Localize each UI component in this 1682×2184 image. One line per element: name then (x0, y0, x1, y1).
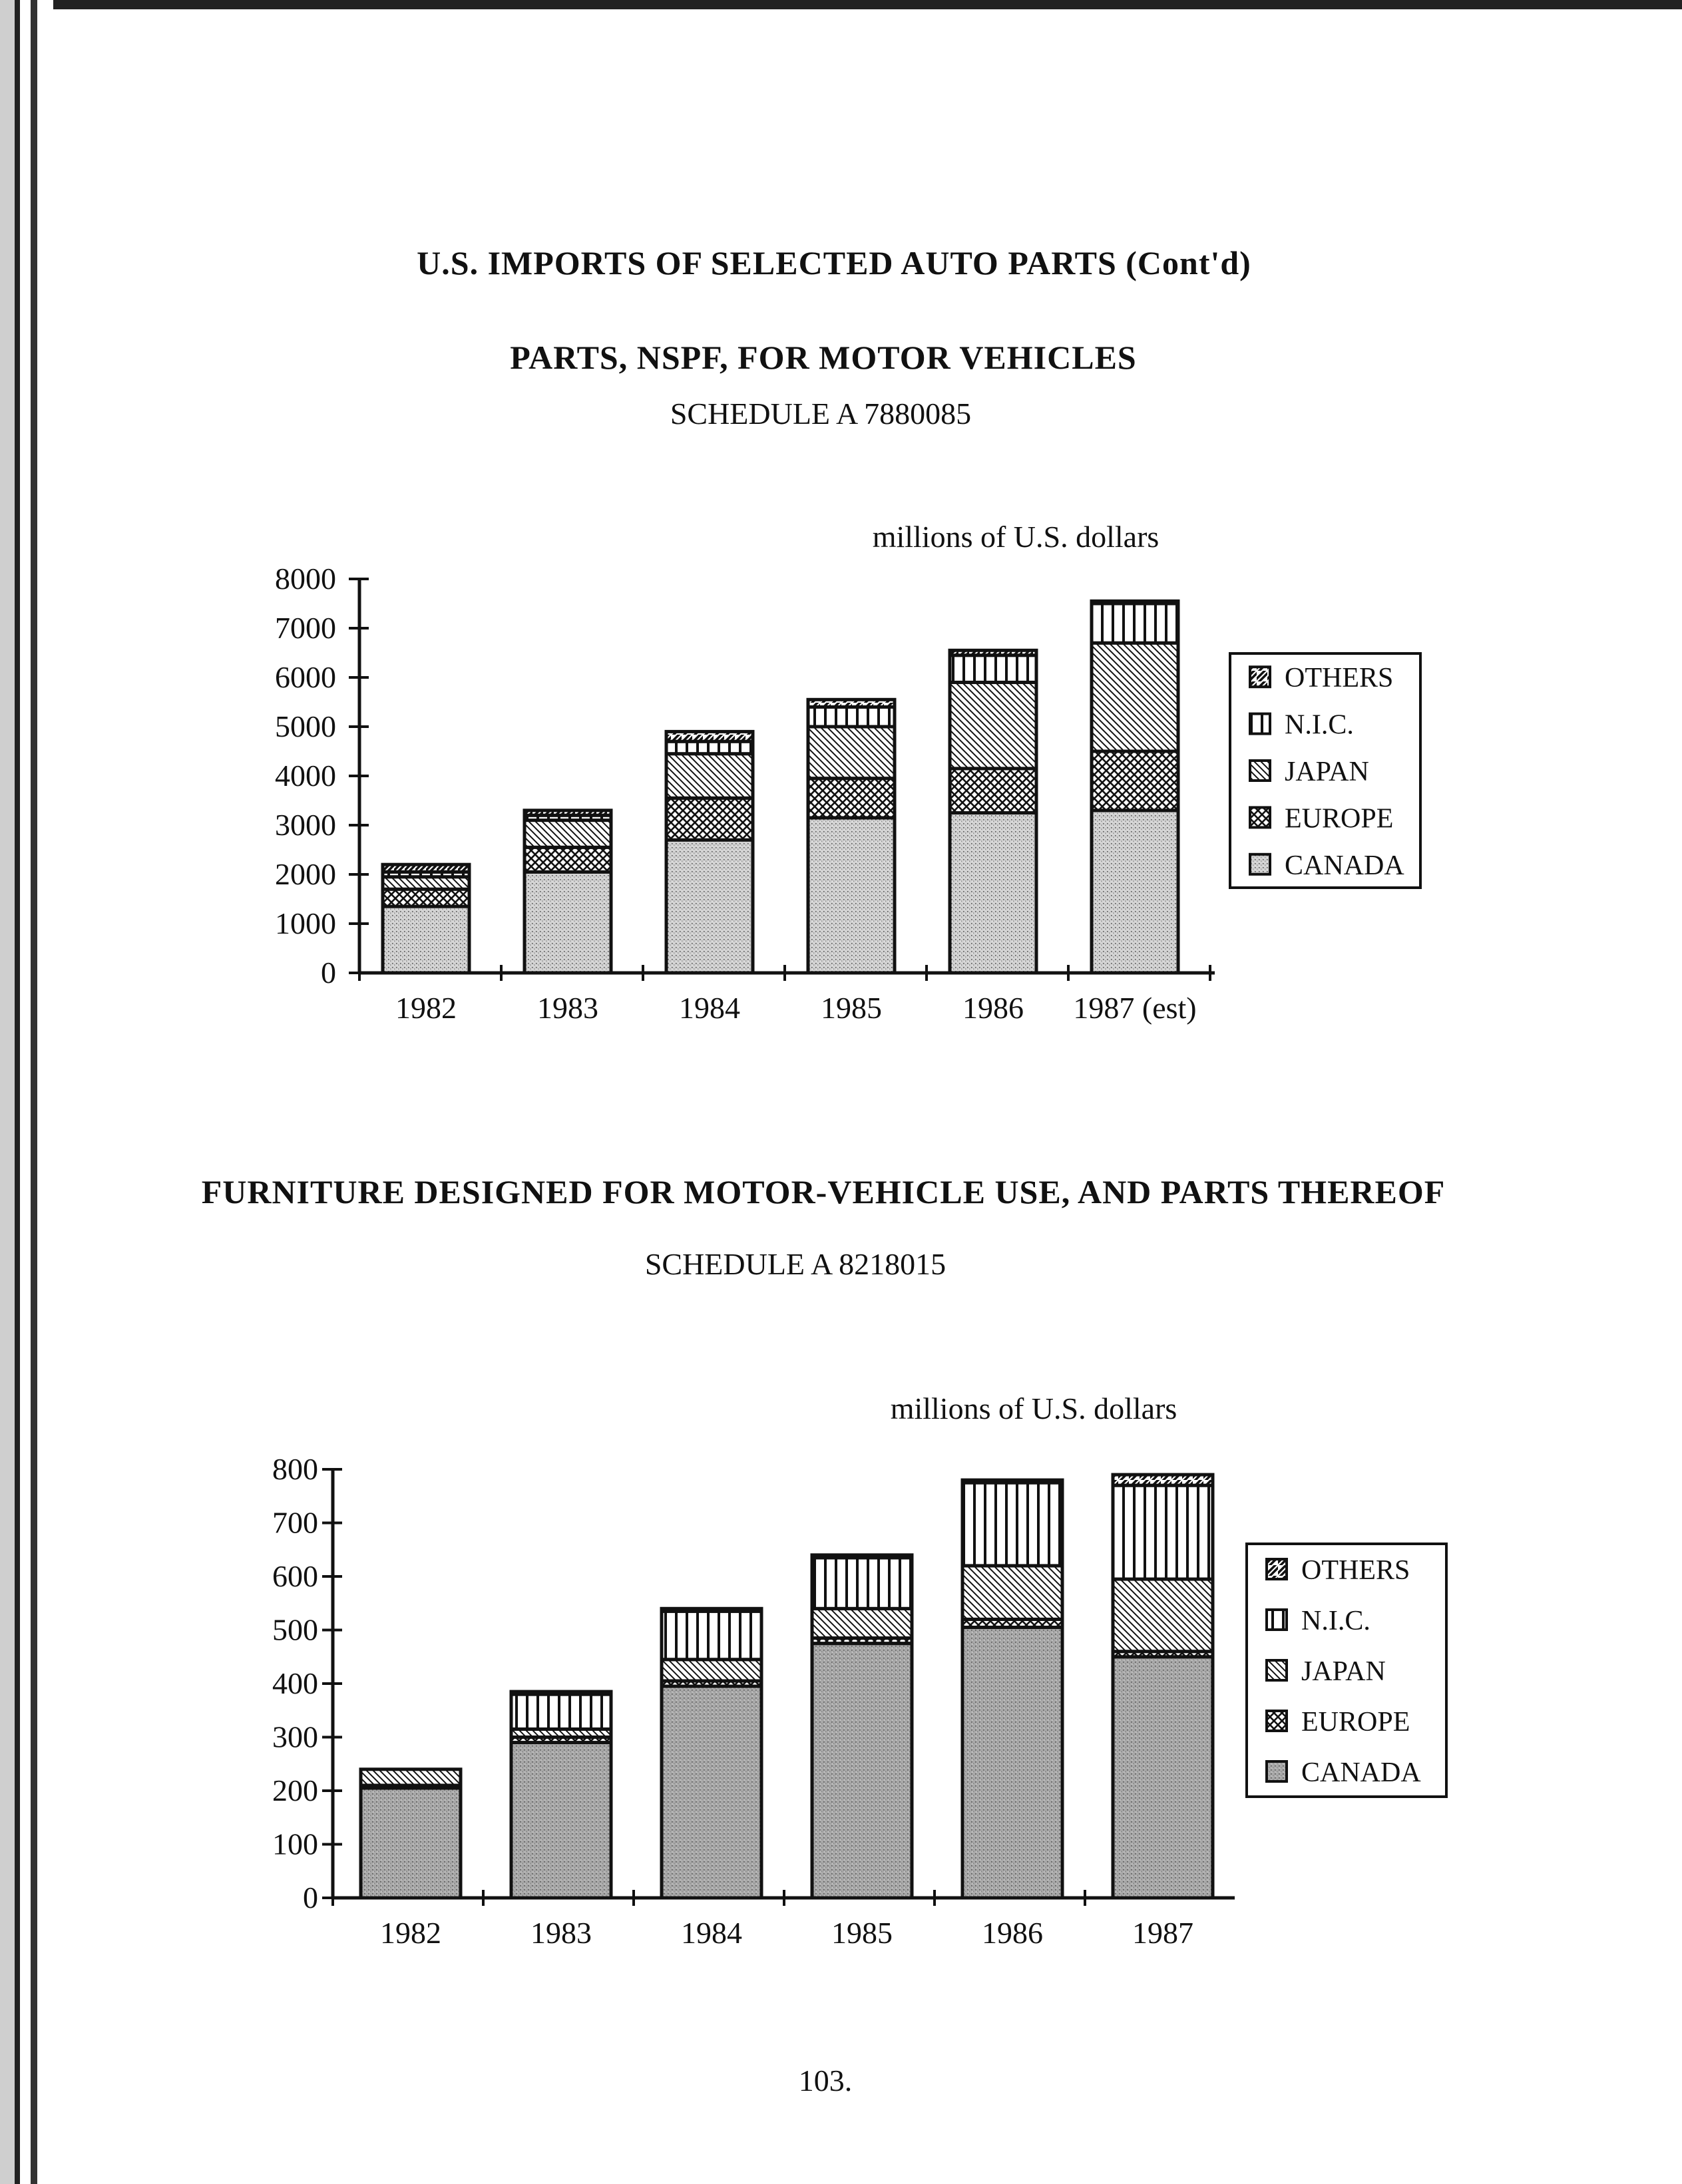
bar-japan-1986 (962, 1566, 1062, 1620)
legend-swatch-n-i-c (1267, 1610, 1287, 1630)
bar-japan-1984 (662, 1660, 761, 1681)
y-tick-label: 8000 (275, 562, 336, 596)
legend-label-others: OTHERS (1285, 663, 1394, 694)
x-category-label: 1985 (831, 1916, 893, 1950)
bar-canada-1982 (361, 1788, 461, 1898)
legend-swatch-europe (1267, 1711, 1287, 1731)
bar-canada-1985 (812, 1644, 912, 1898)
bar-others-1983 (511, 1692, 611, 1694)
x-category-label: 1987 (1132, 1916, 1193, 1950)
page-number: 103. (798, 2064, 853, 2097)
y-tick-label: 600 (272, 1559, 318, 1593)
chart2-title: FURNITURE DESIGNED FOR MOTOR-VEHICLE USE, AND PARTS THEREOF (201, 1173, 1446, 1210)
y-tick-label: 7000 (275, 611, 336, 645)
y-tick-label: 800 (272, 1452, 318, 1486)
bar-n-i-c-1986 (962, 1483, 1062, 1566)
x-category-label: 1984 (681, 1916, 742, 1950)
x-category-label: 1983 (537, 991, 598, 1025)
legend-label-n-i-c: N.I.C. (1285, 709, 1354, 741)
chart2-subtitle: SCHEDULE A 8218015 (644, 1247, 946, 1281)
bar-canada-1987 (1113, 1657, 1213, 1898)
chart1-title: PARTS, NSPF, FOR MOTOR VEHICLES (510, 339, 1137, 376)
bar-others-1984 (662, 1608, 761, 1611)
y-tick-label: 5000 (275, 709, 336, 743)
y-tick-label: 200 (272, 1773, 318, 1807)
chart1-ylabel: millions of U.S. dollars (872, 520, 1159, 554)
x-category-label: 1987 (est) (1073, 991, 1197, 1025)
bar-n-i-c-1983 (511, 1694, 611, 1729)
y-tick-label: 2000 (275, 857, 336, 891)
bar-n-i-c-1984 (662, 1611, 761, 1659)
x-category-label: 1985 (821, 991, 882, 1025)
main-title: U.S. IMPORTS OF SELECTED AUTO PARTS (Cont'd) (417, 244, 1251, 281)
legend-swatch-japan (1267, 1660, 1287, 1680)
y-tick-label: 500 (272, 1612, 318, 1647)
y-tick-label: 3000 (275, 808, 336, 842)
bar-japan-1987 (1113, 1579, 1213, 1652)
x-category-label: 1982 (395, 991, 457, 1025)
y-tick-label: 1000 (275, 906, 336, 940)
y-tick-label: 300 (272, 1720, 318, 1754)
legend-label-japan: JAPAN (1285, 757, 1369, 787)
y-tick-label: 0 (303, 1881, 318, 1914)
y-tick-label: 100 (272, 1827, 318, 1861)
y-tick-label: 700 (272, 1505, 318, 1540)
chart1-subtitle: SCHEDULE A 7880085 (670, 397, 972, 431)
legend-label-japan: JAPAN (1301, 1656, 1386, 1687)
legend-swatch-canada (1267, 1761, 1287, 1781)
bar-n-i-c-1987 (1113, 1485, 1213, 1579)
x-category-label: 1982 (380, 1916, 441, 1950)
bar-others-1986 (962, 1480, 1062, 1483)
bar-others-1987 (1113, 1475, 1213, 1485)
y-tick-label: 400 (272, 1666, 318, 1700)
bar-canada-1983 (511, 1743, 611, 1898)
x-category-label: 1986 (982, 1916, 1043, 1950)
x-category-label: 1986 (962, 991, 1024, 1025)
y-tick-label: 4000 (275, 759, 336, 793)
x-category-label: 1984 (679, 991, 740, 1025)
bar-canada-1986 (962, 1627, 1062, 1898)
bar-others-1985 (812, 1555, 912, 1558)
legend-label-canada: CANADA (1301, 1757, 1421, 1788)
bar-canada-1984 (662, 1686, 761, 1898)
legend-label-n-i-c: N.I.C. (1301, 1606, 1370, 1636)
x-category-label: 1983 (530, 1916, 592, 1950)
y-tick-label: 0 (321, 956, 336, 990)
bar-japan-1982 (361, 1769, 461, 1785)
legend-label-europe: EUROPE (1301, 1707, 1410, 1737)
bar-japan-1985 (812, 1608, 912, 1638)
legend-label-others: OTHERS (1301, 1555, 1410, 1586)
bar-n-i-c-1985 (812, 1558, 912, 1608)
chart2-ylabel: millions of U.S. dollars (890, 1391, 1177, 1425)
legend-label-europe: EUROPE (1285, 803, 1394, 834)
y-tick-label: 6000 (275, 660, 336, 694)
legend-swatch-others (1267, 1559, 1287, 1579)
legend-label-canada: CANADA (1285, 850, 1404, 881)
